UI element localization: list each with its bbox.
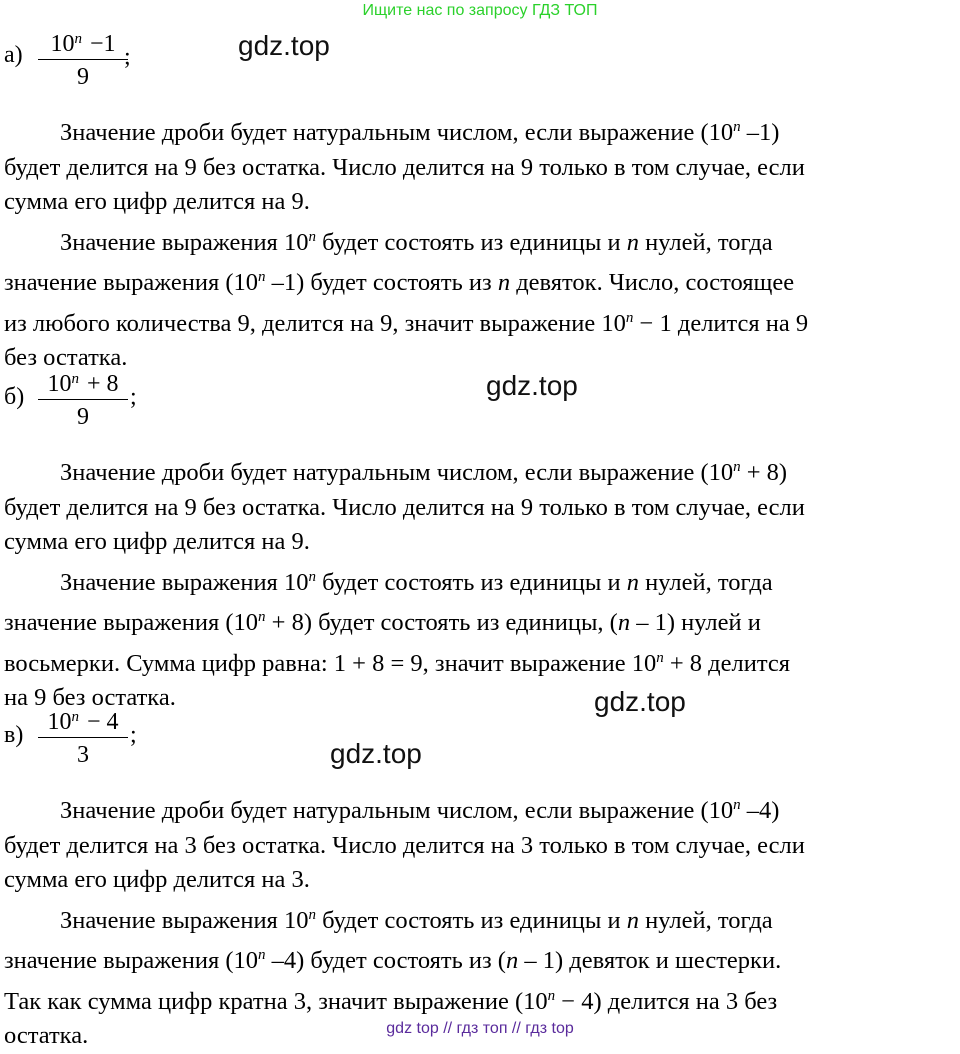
watermark: gdz.top [330,738,422,769]
paragraph-line: из любого количества 9, делится на 9, значит выражение $10^n - 1$ делится на 9 [4,309,809,337]
paragraph-line: Значение выражения 10$^n$ будет состоять из единицы и n нулей, тогда [60,906,773,934]
section-b-text [4,450,960,716]
section-c-text [4,788,960,1054]
fraction-a-numerator: $10^n -1$ [50,31,116,57]
watermark: gdz.top [238,30,330,61]
section-a-text [4,110,960,376]
paragraph-line: Значение дроби будет натуральным числом, если выражение $(10^n + 8)$ [60,459,788,486]
search-banner: Ищите нас по запросу ГДЗ ТОП [362,2,598,19]
paragraph-line: будет делится на 9 без остатка. Число делится на 9 только в том случае, если [4,493,805,521]
paragraph-line: значение выражения (10$^n$ –1) будет состоять из n девяток. Число, состоящее [4,269,795,296]
fraction-a [38,26,128,92]
paragraph-line: будет делится на 3 без остатка. Число делится на 3 только в том случае, если [4,831,805,859]
label-c: в) [4,722,24,748]
semicolon-a: ; [124,44,131,70]
paragraph-line: без остатка. [4,344,128,371]
paragraph-line: сумма его цифр делится на 9. [4,188,310,215]
paragraph-line: Значение выражения 10$^n$ будет состоять из единицы и n нулей, тогда [60,568,773,596]
semicolon-c: ; [130,722,137,748]
paragraph-line: Так как сумма цифр кратна 3, значит выражение $(10^n - 4)$ делится на 3 без [4,987,778,1015]
paragraph-line: сумма его цифр делится на 9. [4,528,310,555]
fraction-b [38,366,128,432]
paragraph-line: Значение дроби будет натуральным числом, если выражение (10$^n$ –4) [60,797,780,824]
paragraph-line: будет делится на 9 без остатка. Число делится на 9 только в том случае, если [4,153,805,181]
fraction-c-numerator: $10^n - 4$ [47,709,119,735]
fraction-c-denominator: 3 [77,742,89,769]
paragraph-line: сумма его цифр делится на 3. [4,866,310,893]
paragraph-line: остатка. [4,1022,89,1049]
paragraph-line: Значение дроби будет натуральным числом, если выражение (10$^n$ –1) [60,119,780,146]
paragraph-line: на 9 без остатка. [4,684,176,711]
fraction-c [38,704,128,770]
watermark: gdz.top [486,370,578,401]
label-b: б) [4,384,25,410]
footer-links: gdz top // гдз топ // гдз top [386,1020,574,1037]
fraction-b-denominator: 9 [77,404,89,431]
paragraph-line: Значение выражения 10$^n$ будет состоять из единицы и n нулей, тогда [60,228,773,256]
paragraph-line: значение выражения $(10^n + 8)$ будет состоять из единицы, (n – 1) нулей и [4,609,761,636]
fraction-a-denominator: 9 [77,64,89,91]
paragraph-line: значение выражения (10$^n$ –4) будет состоять из (n – 1) девяток и шестерки. [4,947,782,974]
watermark: gdz.top [594,686,686,717]
fraction-b-numerator: $10^n + 8$ [47,371,119,397]
label-a: а) [4,42,23,68]
semicolon-b: ; [130,384,137,410]
paragraph-line: восьмерки. Сумма цифр равна: 1 + 8 = 9, значит выражение $10^n + 8$ делится [4,649,790,677]
